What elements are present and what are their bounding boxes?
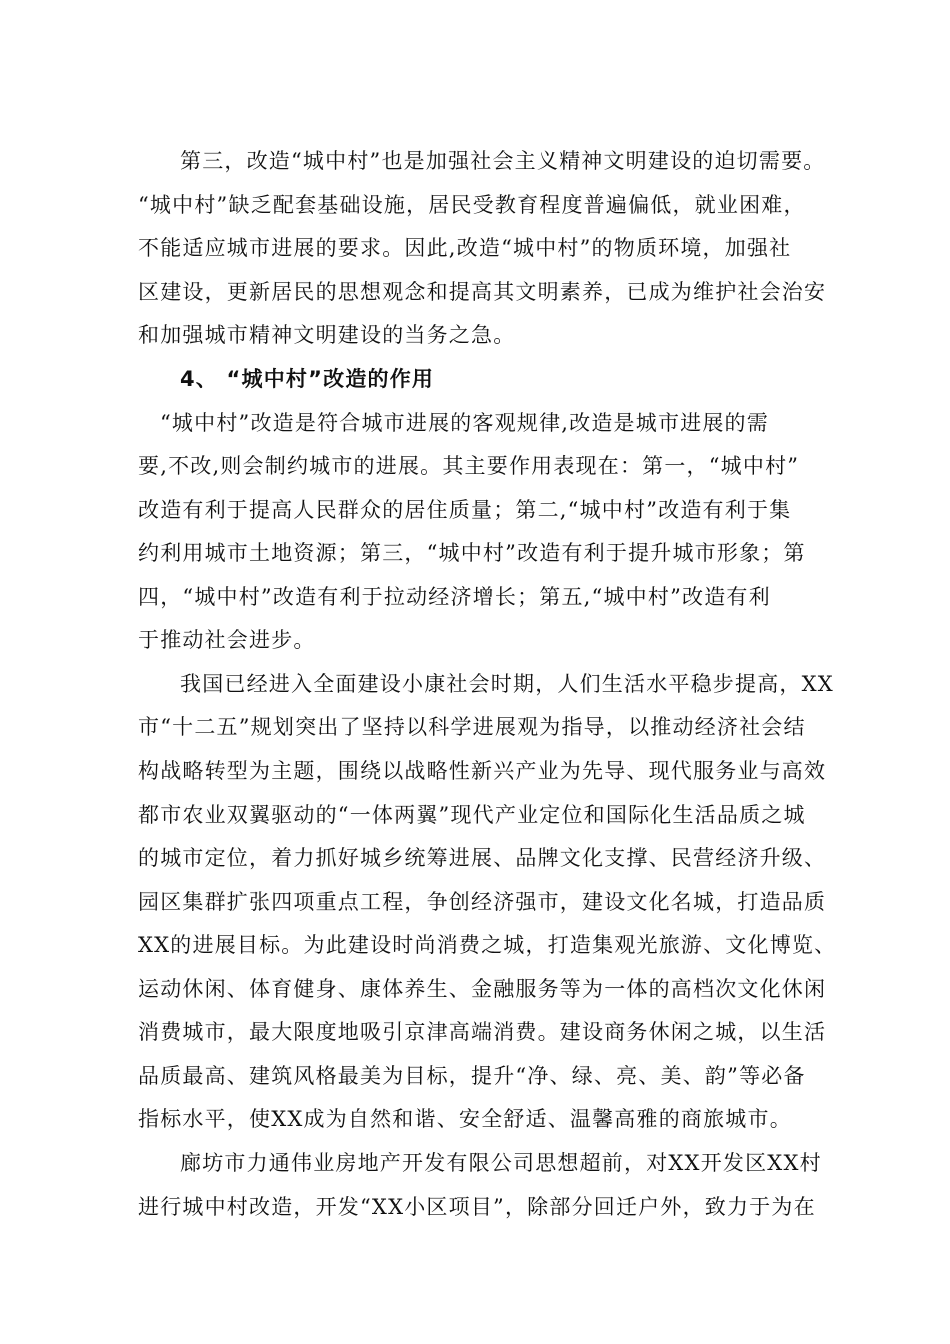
paragraph-line: 我国已经进入全面建设小康社会时期，人们生活水平稳步提高，XX: [180, 672, 834, 696]
paragraph-line: 第三，改造“城中村”也是加强社会主义精神文明建设的迫切需要。: [180, 149, 826, 173]
paragraph-line: “城中村”改造是符合城市进展的客观规律,改造是城市进展的需: [160, 411, 769, 435]
paragraph-line: 不能适应城市进展的要求。因此,改造“城中村”的物质环境，加强社: [138, 236, 792, 260]
paragraph-line: 消费城市，最大限度地吸引京津高端消费。建设商务休闲之城，以生活: [138, 1020, 827, 1044]
paragraph-line: XX的进展目标。为此建设时尚消费之城，打造集观光旅游、文化博览、: [138, 933, 837, 957]
paragraph-line: 指标水平，使XX成为自然和谐、安全舒适、温馨高雅的商旅城市。: [138, 1107, 792, 1131]
paragraph-line: 的城市定位，着力抓好城乡统筹进展、品牌文化支撑、民营经济升级、: [138, 846, 827, 870]
paragraph-line: 进行城中村改造，开发“XX小区项目”，除部分回迁户外，致力于为在: [138, 1195, 816, 1219]
paragraph-line: 四，“城中村”改造有利于拉动经济增长；第五,“城中村”改造有利: [138, 585, 771, 609]
paragraph-line: 于推动社会进步。: [138, 628, 316, 652]
paragraph-line: 运动休闲、体育健身、康体养生、金融服务等为一体的高档次文化休闲: [138, 977, 827, 1001]
paragraph-line: 要,不改,则会制约城市的进展。其主要作用表现在：第一，“城中村”: [138, 454, 800, 478]
paragraph-line: “城中村”缺乏配套基础设施，居民受教育程度普遍偏低，就业困难，: [138, 193, 806, 217]
paragraph-line: 廊坊市力通伟业房地产开发有限公司思想超前，对XX开发区XX村: [180, 1151, 822, 1175]
section-heading: 4、 “城中村”改造的作用: [180, 367, 435, 391]
paragraph-line: 园区集群扩张四项重点工程，争创经济强市，建设文化名城，打造品质: [138, 890, 827, 914]
paragraph-line: 改造有利于提高人民群众的居住质量；第二,“城中村”改造有利于集: [138, 498, 792, 522]
paragraph-line: 品质最高、建筑风格最美为目标，提升“净、绿、亮、美、韵”等必备: [138, 1064, 806, 1088]
paragraph-line: 都市农业双翼驱动的“一体两翼”现代产业定位和国际化生活品质之城: [138, 803, 806, 827]
paragraph-line: 区建设，更新居民的思想观念和提高其文明素养，已成为维护社会治安: [138, 280, 827, 304]
paragraph-line: 和加强城市精神文明建设的当务之急。: [138, 323, 516, 347]
paragraph-line: 市“十二五”规划突出了坚持以科学进展观为指导，以推动经济社会结: [138, 715, 806, 739]
paragraph-line: 约利用城市土地资源；第三，“城中村”改造有利于提升城市形象；第: [138, 541, 806, 565]
paragraph-line: 构战略转型为主题，围绕以战略性新兴产业为先导、现代服务业与高效: [138, 759, 827, 783]
